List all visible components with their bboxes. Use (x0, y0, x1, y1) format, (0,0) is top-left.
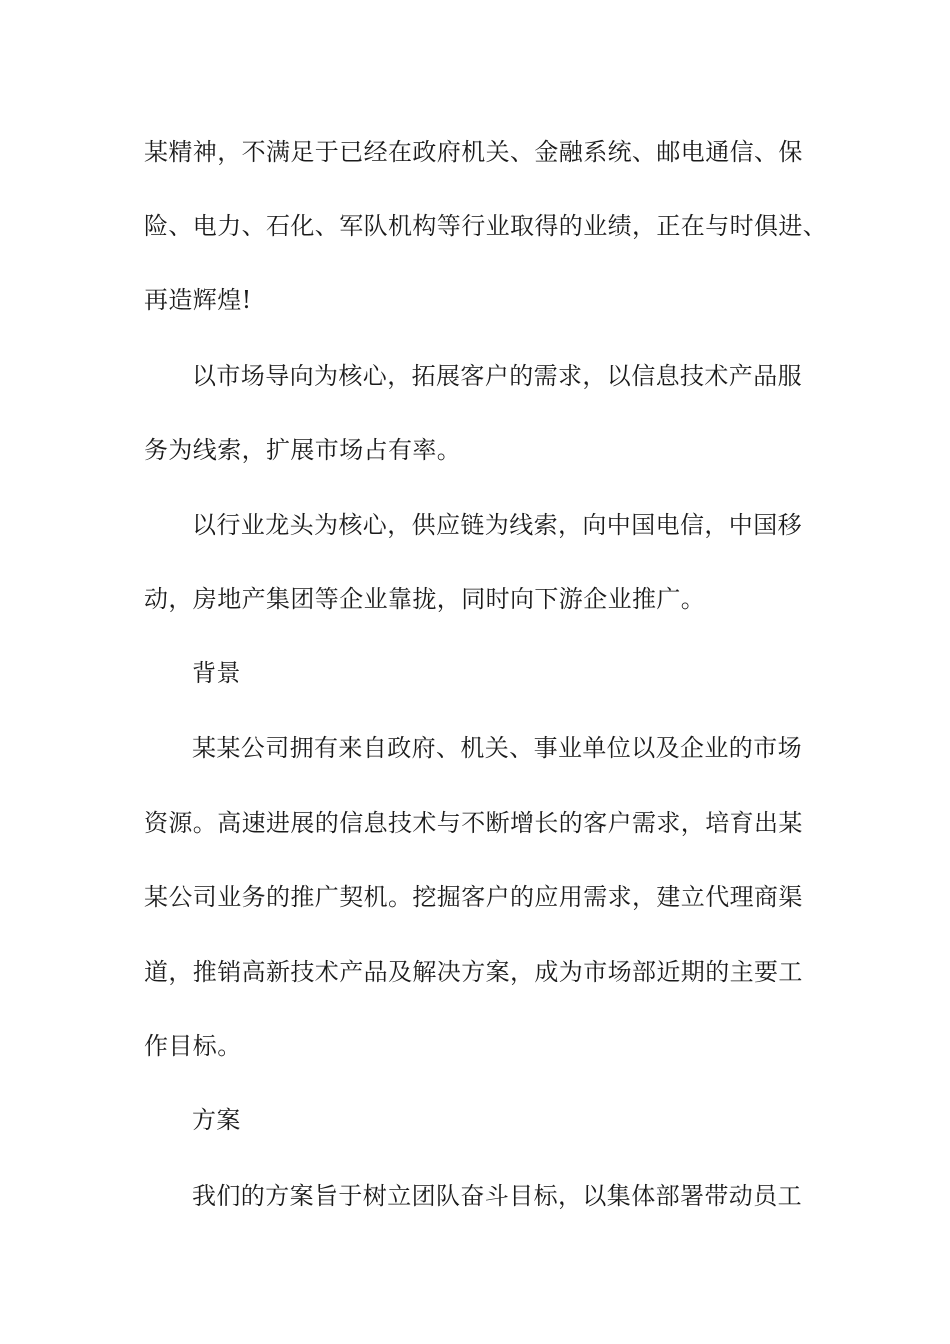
paragraph-start-line: 以行业龙头为核心，供应链为线索，向中国电信，中国移 (192, 511, 802, 539)
text-line: 务为线索，扩展市场占有率。 (144, 436, 462, 464)
paragraph-start-line: 我们的方案旨于树立团队奋斗目标，以集体部署带动员工 (192, 1182, 802, 1210)
text-line: 某公司业务的推广契机。挖掘客户的应用需求，建立代理商渠 (144, 883, 803, 911)
text-line: 道，推销高新技术产品及解决方案，成为市场部近期的主要工 (144, 958, 803, 986)
section-heading-background: 背景 (192, 659, 241, 687)
text-line: 动，房地产集团等企业靠拢，同时向下游企业推广。 (144, 585, 706, 613)
section-heading-plan: 方案 (192, 1106, 241, 1134)
text-line: 险、电力、石化、军队机构等行业取得的业绩，正在与时俱进、 (144, 212, 828, 240)
text-line: 资源。高速进展的信息技术与不断增长的客户需求，培育出某 (144, 809, 803, 837)
text-line: 某精神，不满足于已经在政府机关、金融系统、邮电通信、保 (144, 138, 803, 166)
text-line: 作目标。 (144, 1032, 242, 1060)
text-line: 再造辉煌! (144, 286, 252, 314)
paragraph-start-line: 某某公司拥有来自政府、机关、事业单位以及企业的市场 (192, 734, 802, 762)
paragraph-start-line: 以市场导向为核心，拓展客户的需求，以信息技术产品服 (192, 362, 802, 390)
